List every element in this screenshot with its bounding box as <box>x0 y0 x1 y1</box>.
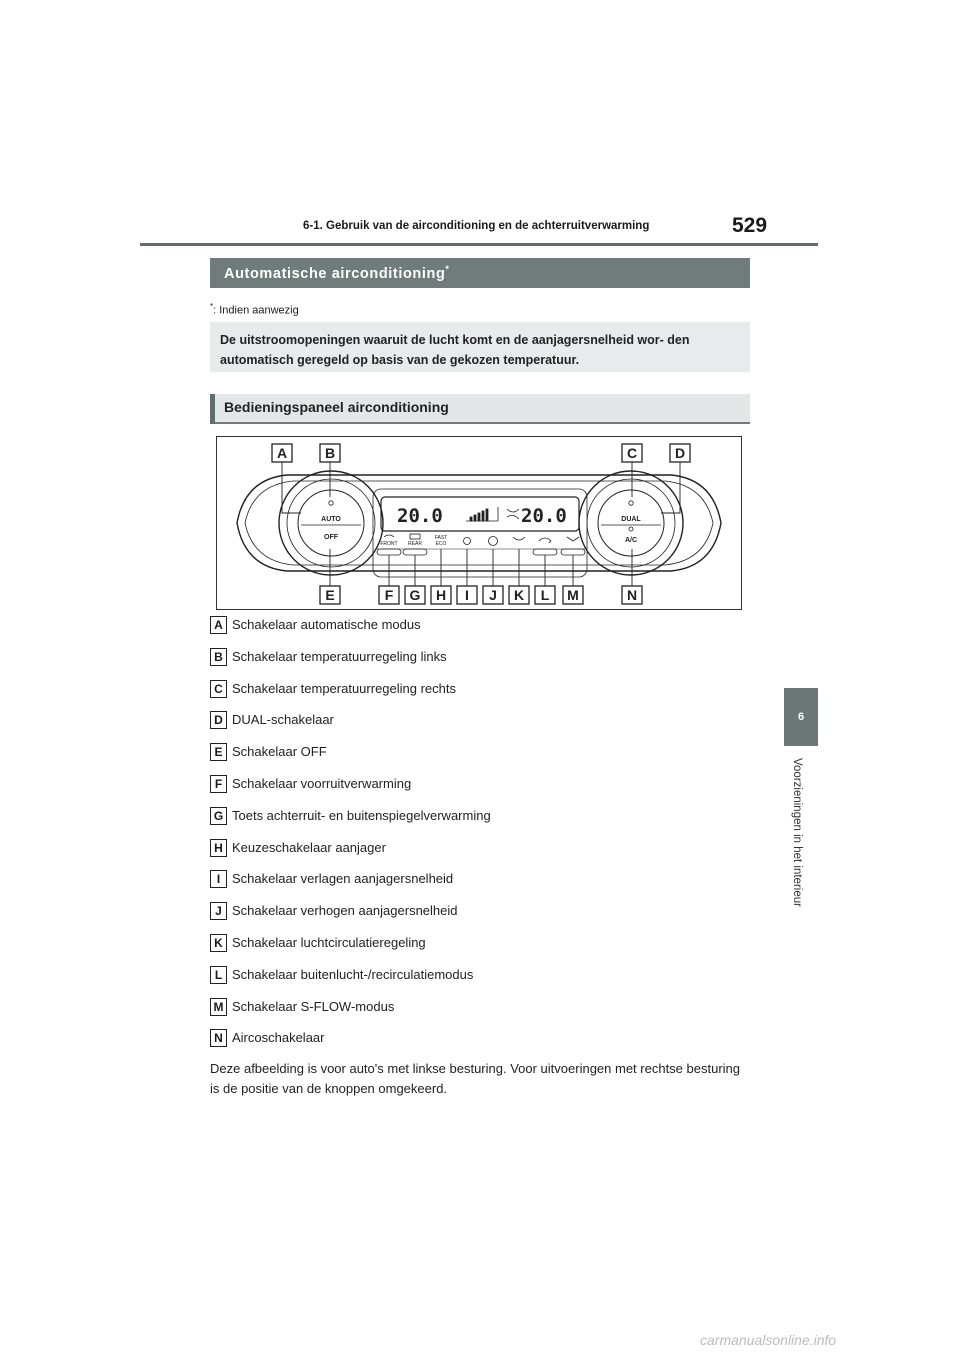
defrost-rear-icon <box>410 534 420 539</box>
air-circulation-icon <box>513 537 525 540</box>
callout-group-bottom <box>320 586 642 604</box>
callout-letter: H <box>435 587 447 603</box>
callout-letter: E <box>325 587 335 603</box>
legend-key: C <box>210 680 227 698</box>
display-left-temp: 20.0 <box>397 505 443 527</box>
callout-letter: B <box>324 445 336 461</box>
legend-key: N <box>210 1029 227 1047</box>
legend-key: D <box>210 711 227 729</box>
legend-label: DUAL-schakelaar <box>232 712 334 728</box>
page-number: 529 <box>732 214 768 237</box>
s-flow-icon <box>567 537 579 541</box>
legend-label: Schakelaar verlagen aanjagersnelheid <box>232 871 454 887</box>
summary-text: De uitstroomopeningen waaruit de lucht komt en de aanjagersnelheid wor- den automatisch geregeld op basis van de gekozen temperatuur. <box>220 333 690 367</box>
callout-letter: I <box>465 587 469 603</box>
header-divider <box>140 243 818 246</box>
legend-key: E <box>210 743 227 761</box>
callout-m <box>563 586 583 604</box>
callout-letter: C <box>626 445 638 461</box>
callout-letter: A <box>276 445 288 461</box>
legend-key: J <box>210 902 227 920</box>
watermark: carmanualsonline.info <box>700 1332 837 1348</box>
legend-label: Schakelaar temperatuurregeling rechts <box>232 680 457 696</box>
legend-label: Toets achterruit- en buitenspiegelverwarming <box>232 807 491 823</box>
legend-label: Schakelaar buitenlucht-/recirculatiemodus <box>232 966 474 982</box>
display-right-temp: 20.0 <box>521 505 567 527</box>
fan-low-icon <box>464 538 471 545</box>
summary-box <box>210 322 750 372</box>
callout-f <box>379 586 399 604</box>
defrost-front-icon <box>384 535 394 537</box>
footnote-marker: * <box>210 302 214 311</box>
subsection-accent-bar <box>210 394 215 424</box>
footnote-text: : Indien aanwezig <box>213 304 299 317</box>
chapter-tab[interactable] <box>784 688 818 746</box>
callout-h <box>431 586 451 604</box>
callout-group-top <box>272 444 690 462</box>
footnote <box>210 302 299 317</box>
legend-key: B <box>210 648 227 666</box>
section-heading <box>210 258 750 288</box>
subsection-title: Bedieningspaneel airconditioning <box>224 399 449 415</box>
chapter-tab-label: Voorzieningen in het interieur <box>791 758 803 907</box>
legend-key: H <box>210 839 227 857</box>
auto-knob-label: AUTO <box>321 516 341 523</box>
legend-key: K <box>210 934 227 952</box>
callout-e <box>320 586 340 604</box>
legend-label: Schakelaar voorruitverwarming <box>232 776 412 791</box>
legend-label: Aircoschakelaar <box>232 1030 325 1046</box>
legend-key: L <box>210 966 227 984</box>
legend-key: F <box>210 775 227 793</box>
callout-letter: J <box>489 587 497 603</box>
section-marker: * <box>445 264 450 274</box>
callout-letter: K <box>513 587 525 603</box>
control-panel-diagram <box>216 436 742 610</box>
callout-letter: F <box>384 587 394 603</box>
legend-key: G <box>210 807 227 825</box>
legend-key: I <box>210 870 227 888</box>
callout-d <box>670 444 690 462</box>
chapter-title: 6-1. Gebruik van de airconditioning en de achterruitverwarming <box>303 220 650 232</box>
legend-label: Keuzeschakelaar aanjager <box>232 839 386 855</box>
subsection-heading <box>210 394 750 424</box>
callout-b <box>320 444 340 462</box>
orientation-note: Deze afbeelding is voor auto's met linkse besturing. Voor uitvoeringen met rechtse besturing is de positie van de knoppen omgekeerd. <box>210 1061 740 1096</box>
front-button-label: FRONT <box>380 541 398 547</box>
fan-high-icon <box>489 537 498 546</box>
legend-label: Schakelaar luchtcirculatieregeling <box>232 935 426 950</box>
recirculation-icon <box>539 538 551 543</box>
section-title: Automatische airconditioning <box>224 265 446 282</box>
legend-label: Schakelaar OFF <box>232 744 327 760</box>
callout-j <box>483 586 503 604</box>
legend-key: A <box>210 616 227 634</box>
legend-label: Schakelaar S-FLOW-modus <box>232 998 395 1014</box>
legend-key: M <box>210 998 227 1016</box>
legend-label: Schakelaar temperatuurregeling links <box>232 648 447 664</box>
dual-knob-label: DUAL <box>621 516 641 523</box>
callout-g <box>405 586 425 604</box>
off-knob-label: OFF <box>324 534 338 541</box>
callout-letter: N <box>626 587 638 603</box>
callout-k <box>509 586 529 604</box>
eco-button-label: ECO <box>435 541 447 547</box>
chapter-tab-number: 6 <box>797 711 805 723</box>
callout-letter: L <box>540 587 550 603</box>
rear-button-label: REAR <box>408 541 422 547</box>
control-panel-illustration <box>217 437 741 609</box>
callout-letter: M <box>567 587 579 603</box>
legend-label: Schakelaar automatische modus <box>232 617 421 632</box>
callout-l <box>535 586 555 604</box>
callout-a <box>272 444 292 462</box>
fast-button-label: FAST <box>434 535 448 541</box>
callout-letter: G <box>409 587 421 603</box>
ac-knob-label: A/C <box>624 537 638 544</box>
callout-letter: D <box>674 445 686 461</box>
callout-c <box>622 444 642 462</box>
legend-label: Schakelaar verhogen aanjagersnelheid <box>232 903 458 919</box>
callout-n <box>622 586 642 604</box>
callout-i <box>457 586 477 604</box>
